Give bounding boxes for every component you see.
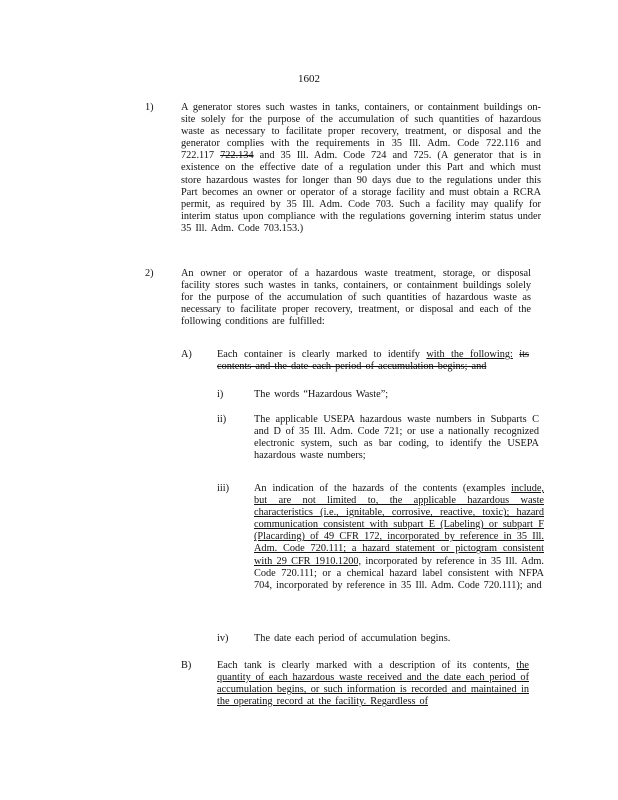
- item-iii-paragraph: [254, 483, 544, 592]
- item-1-text-a: A generator stores such wastes in tanks, containers, or containment buildings on-site solely for the purpose of the accumulation of such quantities of hazardous waste as necessary to facilitate proper recovery, treatment, or disposal and the generator complies with the requirements in 35 Ill. Adm. Code 722.116 and 722.117: [181, 102, 541, 162]
- item-1-paragraph: [181, 102, 541, 235]
- item-iii-text-a: An indication of the hazards of the contents (examples: [254, 483, 506, 494]
- item-B-inserted-text: the quantity of each hazardous waste received and the date each period of accumulation begins, or such information is recorded and maintained in the operating record at the facility. Regardless of: [217, 660, 529, 708]
- item-A-deleted-text: its contents and the date each period of accumulation begins; and: [217, 349, 530, 373]
- item-B-paragraph: [217, 660, 529, 708]
- item-B-label: B): [181, 660, 192, 671]
- item-iii-text-b: incorporated by reference in 35 Ill. Adm. Code 720.111; or a chemical hazard label consistent with NFPA 704, incorporated by reference in 35 Ill. Adm. Code 720.111); and: [254, 555, 544, 591]
- item-ii-label: ii): [217, 414, 227, 425]
- item-1-deleted-text: 722.134: [220, 150, 254, 162]
- item-1-label: 1): [145, 102, 154, 113]
- item-i-paragraph: The words “Hazardous Waste”;: [254, 389, 389, 400]
- page-number: 1602: [298, 73, 320, 85]
- item-ii-paragraph: The applicable USEPA hazardous waste numbers in Subparts C and D of 35 Ill. Adm. Code 721; or use a nationally recognized electronic system, such as bar coding, to identify the USEPA hazardous waste numbers;: [254, 414, 539, 462]
- item-iv-paragraph: The date each period of accumulation begins.: [254, 633, 451, 644]
- item-A-inserted-text: with the following:: [426, 349, 513, 360]
- item-A-paragraph: [217, 349, 529, 373]
- item-2-label: 2): [145, 268, 154, 279]
- item-2-paragraph: An owner or operator of a hazardous waste treatment, storage, or disposal facility stores such wastes in tanks, containers, or containment buildings solely for the purpose of the accumulation of such quantities of hazardous waste as necessary to facilitate proper recovery, treatment, or disposal and each of the following conditions are fulfilled:: [181, 268, 531, 328]
- item-iii-inserted-text: include, but are not limited to, the applicable hazardous waste characteristics (i.e., ignitable, corrosive, reactive, toxic); hazard communication consistent with subpart E (Labeling) or subpart F (Placarding) of 49 CFR 172, incorporated by reference in 35 Ill. Adm. Code 720.111; a hazard statement or pictogram consistent with 29 CFR 1910.1200,: [254, 483, 544, 567]
- item-iii-label: iii): [217, 483, 230, 494]
- item-i-label: i): [217, 389, 224, 400]
- item-A-text: Each container is clearly marked to identify: [217, 349, 420, 360]
- item-iv-label: iv): [217, 633, 229, 644]
- item-A-label: A): [181, 349, 192, 360]
- item-B-text: Each tank is clearly marked with a description of its contents,: [217, 660, 510, 671]
- item-1-text-b: and 35 Ill. Adm. Code 724 and 725. (A generator that is in existence on the effective date of a regulation under this Part and which must store hazardous wastes for longer than 90 days due to the regulations under this Part becomes an owner or operator of a storage facility and must obtain a RCRA permit, as required by 35 Ill. Adm. Code 703. Such a facility may qualify for interim status upon compliance with the regulations governing interim status under 35 Ill. Adm. Code 703.153.): [181, 150, 541, 234]
